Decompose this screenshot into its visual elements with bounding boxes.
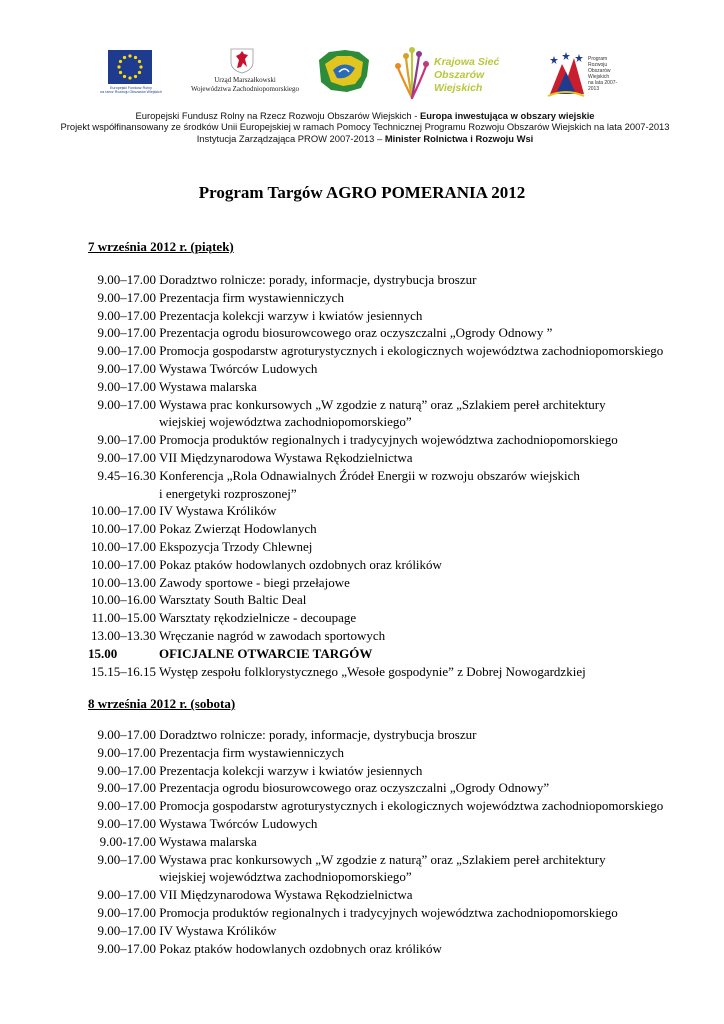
schedule-description: OFICJALNE OTWARCIE TARGÓW: [159, 645, 373, 661]
schedule-row: [88, 307, 708, 325]
schedule-description: IV Wystawa Królików: [159, 922, 277, 938]
schedule-description: Pokaz ptaków hodowlanych ozdobnych oraz królików: [159, 556, 442, 572]
schedule-description: Warsztaty South Baltic Deal: [159, 592, 307, 608]
schedule-time: 13.00–13.30: [91, 627, 156, 643]
schedule-description: Wystawa malarska: [159, 833, 257, 849]
page-title: Program Targów AGRO POMERANIA 2012: [198, 183, 526, 202]
schedule-description: wiejskiej województwa zachodniopomorskiego”: [159, 414, 412, 430]
schedule-time: 15.00: [88, 645, 118, 661]
schedule-description: Wystawa prac konkursowych „W zgodzie z naturą” oraz „Szlakiem pereł architektury: [159, 851, 606, 867]
schedule-row: [88, 289, 708, 307]
schedule-row: [88, 538, 708, 556]
schedule-description: Prezentacja kolekcji warzyw i kwiatów jesiennych: [159, 307, 423, 323]
schedule-description: Prezentacja firm wystawienniczych: [159, 289, 345, 305]
schedule-time: 10.00–17.00: [91, 538, 156, 554]
schedule-description: Prezentacja firm wystawienniczych: [159, 744, 345, 760]
schedule-row: [88, 645, 708, 663]
marshal-office-caption: Urząd Marszałkowski Województwa Zachodniopomorskiego: [190, 76, 300, 93]
schedule-description: Doradztwo rolnicze: porady, informacje, dystrybucja broszur: [159, 727, 477, 742]
schedule-description: i energetyki rozproszonej”: [159, 485, 297, 501]
schedule-row: [88, 271, 708, 289]
schedule-description: Wręczanie nagród w zawodach sportowych: [159, 627, 386, 643]
schedule-row: [88, 396, 708, 414]
schedule-row: [88, 324, 708, 342]
schedule-description: Wystawa Twórców Ludowych: [159, 815, 318, 831]
schedule-row: [88, 467, 708, 485]
schedule-row: [88, 574, 708, 592]
schedule-description: VII Międzynarodowa Wystawa Rękodzielnictwa: [159, 887, 413, 903]
schedule-row: [88, 815, 708, 833]
schedule-time: 9.00-17.00: [99, 833, 156, 849]
day1-schedule: [88, 271, 708, 680]
day2-schedule: [88, 726, 708, 957]
schedule-description: Zawody sportowe - biegi przełajowe: [159, 574, 350, 590]
wheat-flower-icon: [392, 42, 432, 102]
schedule-row: [88, 762, 708, 780]
schedule-row: [88, 904, 708, 922]
schedule-row: [88, 744, 708, 762]
schedule-time: 9.00–17.00: [97, 360, 156, 376]
schedule-description: Występ zespołu folklorystycznego „Wesołe gospodynie” z Dobrej Nowogardzkiej: [159, 663, 586, 679]
schedule-description: Warsztaty rękodzielnicze - decoupage: [159, 610, 357, 626]
schedule-description: Wystawa malarska: [159, 378, 257, 394]
schedule-row: [88, 520, 708, 538]
schedule-time: 10.00–13.00: [91, 574, 156, 590]
schedule-time: 9.00–17.00: [97, 904, 156, 920]
schedule-time: 9.00–17.00: [97, 307, 156, 323]
eu-caption: Europejski Fundusz Rolny na rzecz Rozwoju Obszarów Wiejskich: [100, 86, 162, 95]
schedule-time: 9.00–17.00: [97, 940, 156, 956]
schedule-row: [88, 556, 708, 574]
schedule-row-continuation: [88, 485, 708, 503]
schedule-time: 11.00–15.00: [91, 610, 156, 626]
schedule-description: Doradztwo rolnicze: porady, informacje, dystrybucja broszur: [159, 272, 477, 287]
schedule-description: Pokaz ptaków hodowlanych ozdobnych oraz królików: [159, 940, 442, 956]
schedule-row: [88, 922, 708, 940]
schedule-row: [88, 833, 708, 851]
schedule-row: [88, 627, 708, 645]
schedule-description: Prezentacja kolekcji warzyw i kwiatów jesiennych: [159, 762, 423, 778]
schedule-row: [88, 378, 708, 396]
schedule-description: Ekspozycja Trzody Chlewnej: [159, 538, 313, 554]
schedule-row: [88, 609, 708, 627]
griffin-crest-icon: [230, 48, 254, 74]
funding-line-3: Instytucja Zarządzająca PROW 2007-2013 – Minister Rolnictwa i Rozwoju Wsi: [196, 132, 534, 144]
schedule-time: 9.00–17.00: [97, 449, 156, 465]
schedule-time: 9.00–17.00: [97, 744, 156, 760]
schedule-time: 9.00–17.00: [97, 432, 156, 448]
schedule-time: 10.00–17.00: [91, 503, 156, 519]
schedule-row: [88, 431, 708, 449]
schedule-description: Prezentacja ogrodu biosurowcowego oraz oczyszczalni „Ogrody Odnowy ”: [159, 325, 553, 341]
schedule-time: 9.00–17.00: [97, 798, 156, 814]
schedule-description: VII Międzynarodowa Wystawa Rękodzielnictwa: [159, 449, 413, 465]
schedule-row: [88, 360, 708, 378]
schedule-row-continuation: [88, 868, 708, 886]
schedule-description: Pokaz Zwierząt Hodowlanych: [159, 521, 317, 537]
eu-logo: [96, 50, 166, 100]
schedule-time: 9.00–17.00: [97, 851, 156, 867]
ksow-caption: Krajowa Sieć Obszarów Wiejskich: [434, 56, 500, 94]
schedule-time: 10.00–17.00: [91, 556, 156, 572]
schedule-description: IV Wystawa Królików: [159, 503, 277, 519]
schedule-row: [88, 502, 708, 520]
prow-emblem-icon: [546, 50, 586, 100]
funding-line-1: Europejski Fundusz Rolny na Rzecz Rozwoju Obszarów Wiejskich - Europa inwestująca w obszary wiejskie: [135, 110, 595, 121]
prow-logo: [546, 50, 628, 100]
schedule-description: Prezentacja ogrodu biosurowcowego oraz oczyszczalni „Ogrody Odnowy”: [159, 780, 550, 796]
marshal-office-logo: [190, 48, 300, 106]
schedule-description: Konferencja „Rola Odnawialnych Źródeł Energii w rozwoju obszarów wiejskich: [159, 467, 580, 483]
funding-statement: [60, 110, 670, 144]
region-map-icon: [315, 46, 373, 96]
day2-heading: 8 września 2012 r. (sobota): [88, 696, 236, 711]
schedule-row: [88, 342, 708, 360]
schedule-row: [88, 797, 708, 815]
schedule-time: 9.00–17.00: [97, 378, 156, 394]
schedule-time: 9.00–17.00: [97, 780, 156, 796]
schedule-row: [88, 591, 708, 609]
schedule-time: 9.00–17.00: [97, 289, 156, 305]
schedule-time: 9.00–17.00: [97, 325, 156, 341]
schedule-time: 10.00–17.00: [91, 521, 156, 537]
eu-flag-icon: [108, 50, 152, 84]
schedule-row: [88, 886, 708, 904]
schedule-row: [88, 449, 708, 467]
schedule-time: 9.45–16.30: [97, 467, 156, 483]
schedule-row: [88, 779, 708, 797]
schedule-row: [88, 851, 708, 869]
schedule-description: Promocja produktów regionalnych i tradycyjnych województwa zachodniopomorskiego: [159, 432, 618, 448]
schedule-description: Promocja produktów regionalnych i tradycyjnych województwa zachodniopomorskiego: [159, 904, 618, 920]
funding-line-2: Projekt współfinansowany ze środków Unii Europejskiej w ramach Pomocy Technicznej Programu Rozwoju Obszarów Wiejskich na lata 2007-2013: [60, 121, 670, 133]
schedule-time: 9.00–17.00: [97, 815, 156, 831]
schedule-time: 9.00–17.00: [97, 343, 156, 359]
schedule-description: wiejskiej województwa zachodniopomorskiego”: [159, 869, 412, 885]
day1-heading: 7 września 2012 r. (piątek): [88, 239, 234, 254]
schedule-row: [88, 663, 708, 681]
schedule-row: [88, 940, 708, 958]
schedule-row-continuation: [88, 413, 708, 431]
schedule-time: 9.00–17.00: [97, 272, 156, 287]
schedule-description: Wystawa prac konkursowych „W zgodzie z naturą” oraz „Szlakiem pereł architektury: [159, 396, 606, 412]
schedule-time: 15.15–16.15: [91, 663, 156, 679]
prow-caption: Program Rozwoju Obszarów Wiejskich na lata 2007-2013: [588, 56, 618, 92]
schedule-time: 9.00–17.00: [97, 727, 156, 742]
schedule-time: 9.00–17.00: [97, 762, 156, 778]
schedule-description: Wystawa Twórców Ludowych: [159, 360, 318, 376]
schedule-time: 9.00–17.00: [97, 887, 156, 903]
schedule-description: Promocja gospodarstw agroturystycznych i ekologicznych województwa zachodniopomorskiego: [159, 343, 664, 359]
schedule-time: 9.00–17.00: [97, 922, 156, 938]
schedule-row: [88, 726, 708, 744]
schedule-description: Promocja gospodarstw agroturystycznych i ekologicznych województwa zachodniopomorskiego: [159, 798, 664, 814]
schedule-time: 10.00–16.00: [91, 592, 156, 608]
ksow-logo: [392, 42, 522, 104]
schedule-time: 9.00–17.00: [97, 396, 156, 412]
